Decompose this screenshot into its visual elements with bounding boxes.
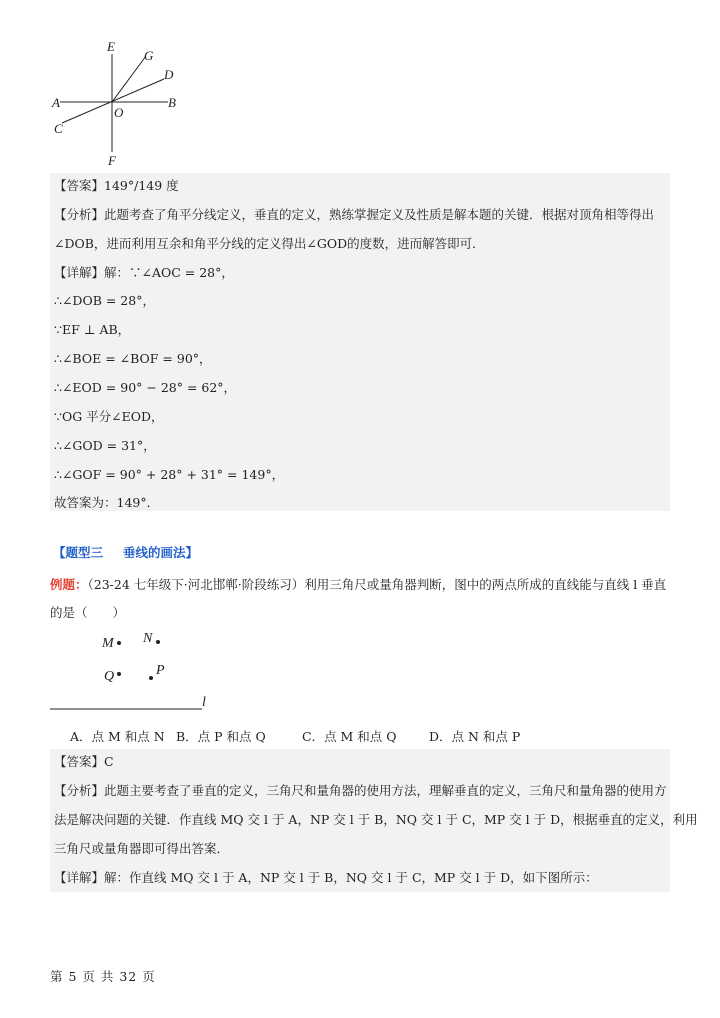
solution-line: ∴∠DOB = 28°， [54, 293, 155, 308]
label-m: M [102, 636, 114, 651]
points-figure [50, 625, 230, 713]
analysis-line: 三角尺或量角器即可得出答案． [54, 841, 230, 856]
solution-line: 【详解】解：作直线 MQ 交 l 于 A，NP 交 l 于 B，NQ 交 l 于 C，MP 交 l 于 D，如下图所示： [54, 870, 598, 885]
section-heading-label: 【题型三 [53, 545, 104, 560]
choice-a: A．点 M 和点 N [70, 729, 165, 744]
answer-block-1 [50, 173, 670, 511]
line-cd [62, 79, 164, 123]
label-d: D [164, 67, 174, 82]
solution-line: ∴∠GOF = 90° + 28° + 31° = 149°， [54, 467, 285, 482]
solution-line: ∴∠GOD = 31°， [54, 438, 156, 453]
angle-figure [48, 36, 208, 168]
point-n [156, 640, 160, 644]
page-number: 第 5 页 共 32 页 [50, 969, 156, 984]
point-m [117, 641, 121, 645]
solution-line: 【详解】解：∵∠AOC = 28°， [54, 265, 234, 280]
solution-line: ∴∠EOD = 90° − 28° = 62°， [54, 380, 237, 395]
point-q [117, 672, 121, 676]
label-a: A [52, 95, 60, 110]
example-line-1 [50, 571, 680, 599]
example-label: 例题： [50, 577, 88, 592]
choice-b: B．点 P 和点 Q [176, 729, 266, 744]
choice-d: D．点 N 和点 P [429, 729, 521, 744]
label-e: E [107, 39, 115, 54]
section-heading-title: 垂线的画法】 [123, 545, 199, 560]
point-p [149, 676, 153, 680]
solution-line: 故答案为：149°． [54, 495, 160, 510]
solution-line: ∵EF ⊥ AB， [54, 322, 131, 337]
analysis-line: ∠DOB，进而利用互余和角平分线的定义得出∠GOD的度数，进而解答即可． [54, 236, 485, 251]
label-b: B [168, 95, 176, 110]
label-c: C [54, 121, 63, 136]
ray-og [112, 56, 146, 102]
example-question [50, 571, 680, 627]
analysis-line: 【分析】此题考查了角平分线定义，垂直的定义，熟练掌握定义及性质是解本题的关键．根据对顶角相等得出 [54, 207, 655, 222]
label-f: F [108, 153, 116, 168]
solution-line: ∵OG 平分∠EOD， [54, 409, 164, 424]
label-q: Q [104, 669, 115, 684]
choice-c: C．点 M 和点 Q [302, 729, 397, 744]
example-line-2: 的是（ ） [50, 605, 126, 620]
analysis-line: 法是解决问题的关键．作直线 MQ 交 l 于 A，NP 交 l 于 B，NQ 交 l 于 C，MP 交 l 于 D，根据垂直的定义，利用 [54, 812, 698, 827]
label-g: G [144, 48, 154, 63]
answer-line: 【答案】149°/149 度 [54, 178, 179, 193]
solution-line: ∴∠BOE = ∠BOF = 90°， [54, 351, 212, 366]
label-o: O [114, 105, 124, 120]
answer-line: 【答案】C [54, 754, 114, 769]
answer-block-2 [50, 749, 698, 892]
section-heading [53, 543, 198, 561]
label-p: P [156, 663, 165, 678]
label-l: l [202, 695, 206, 710]
example-text: （23-24 七年级下·河北邯郸·阶段练习）利用三角尺或量角器判断，图中的两点所成的直线能与直线 l 垂直 [87, 577, 667, 592]
analysis-line: 【分析】此题主要考查了垂直的定义，三角尺和量角器的使用方法，理解垂直的定义，三角尺和量角器的使用方 [54, 783, 667, 798]
label-n: N [143, 631, 153, 646]
